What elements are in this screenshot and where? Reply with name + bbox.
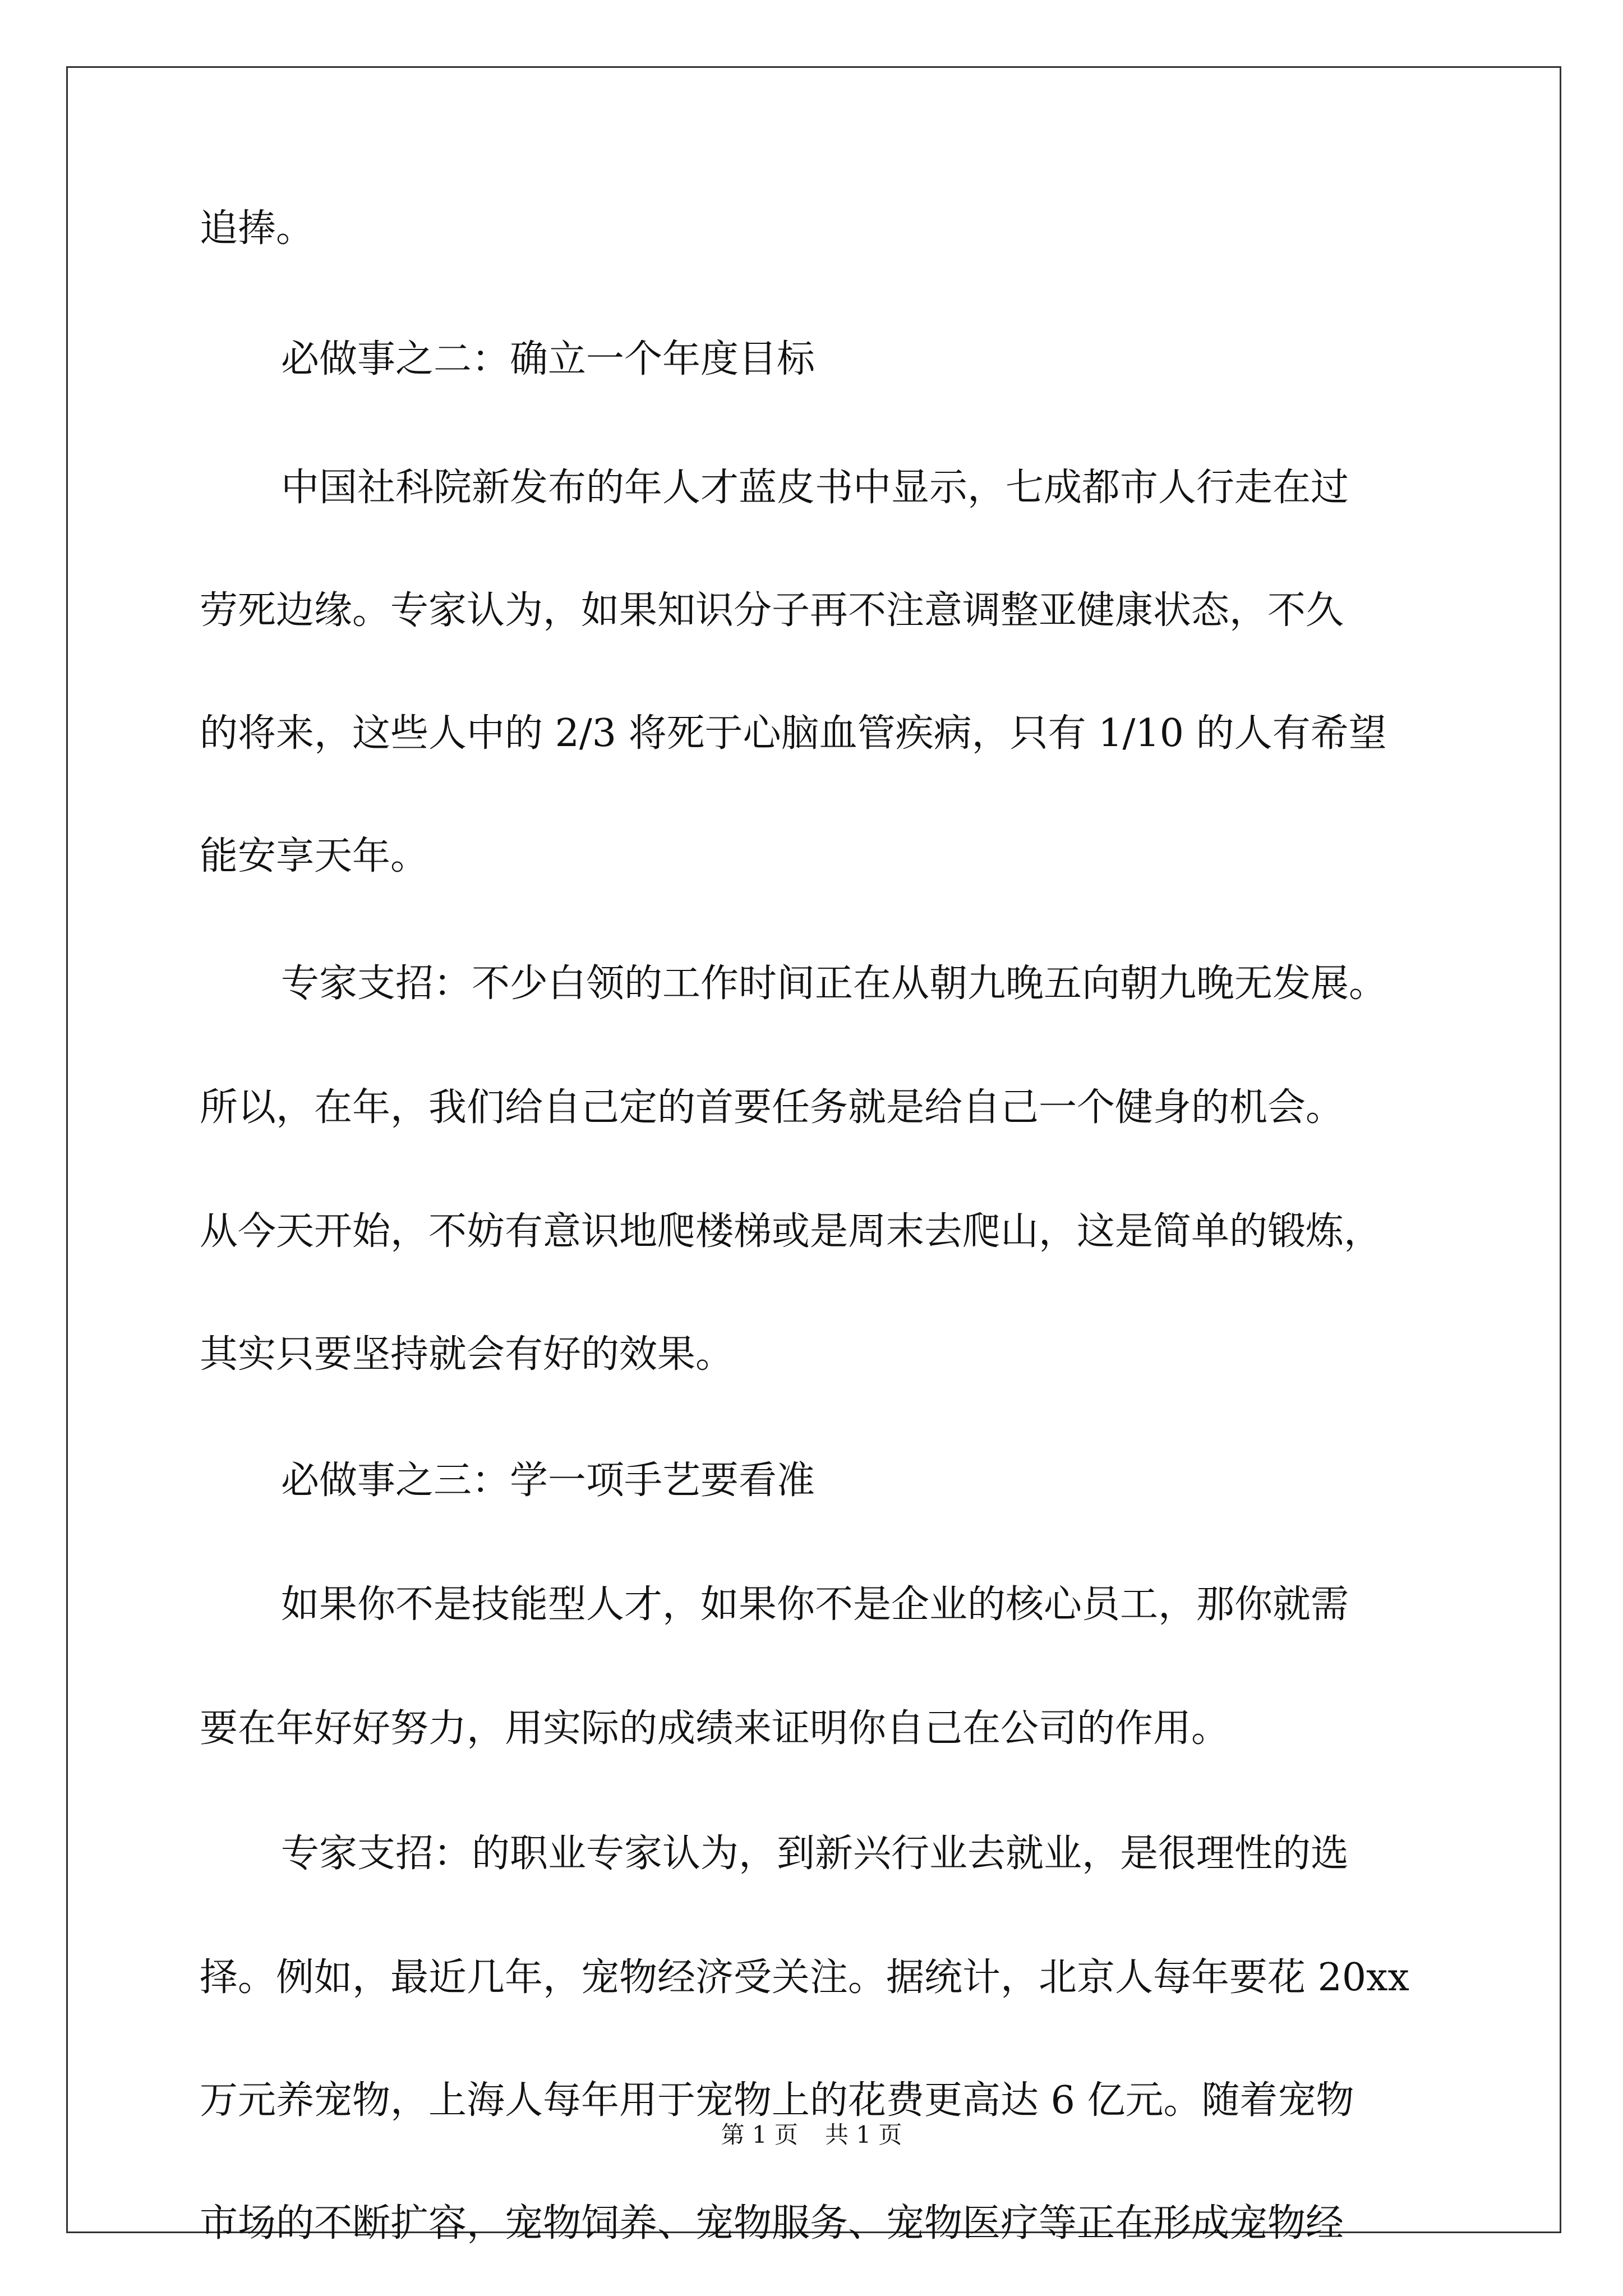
text-line-6: 能安享天年。 — [200, 834, 429, 878]
text-line-3: 中国社科院新发布的年人才蓝皮书中显示，七成都市人行走在过 — [281, 466, 1349, 510]
section-heading-3: 必做事之三：学一项手艺要看准 — [281, 1458, 815, 1503]
page-total: 共 1 页 — [825, 2121, 902, 2148]
page-border — [66, 66, 1561, 2233]
text-line-1: 追捧。 — [200, 206, 315, 251]
text-line-15: 择。例如，最近几年，宠物经济受关注。据统计，北京人每年要花 20xx — [200, 1955, 1409, 2000]
text-line-14: 专家支招：的职业专家认为，到新兴行业去就业，是很理性的选 — [281, 1832, 1349, 1876]
text-line-16: 万元养宠物，上海人每年用于宠物上的花费更高达 6 亿元。随着宠物 — [200, 2078, 1354, 2123]
text-line-13: 要在年好好努力，用实际的成绩来证明你自己在公司的作用。 — [200, 1706, 1230, 1751]
text-line-17: 市场的不断扩容，宠物饲养、宠物服务、宠物医疗等正在形成宠物经 — [200, 2201, 1344, 2246]
text-line-10: 其实只要坚持就会有好的效果。 — [200, 1332, 734, 1377]
section-heading-2: 必做事之二：确立一个年度目标 — [281, 337, 815, 381]
page-footer — [0, 2120, 1623, 2150]
text-line-4: 劳死边缘。专家认为，如果知识分子再不注意调整亚健康状态，不久 — [200, 588, 1344, 633]
text-line-8: 所以，在年，我们给自己定的首要任务就是给自己一个健身的机会。 — [200, 1085, 1344, 1130]
text-line-7: 专家支招：不少白领的工作时间正在从朝九晚五向朝九晚无发展。 — [281, 961, 1387, 1006]
page-number: 第 1 页 — [721, 2121, 798, 2148]
text-line-12: 如果你不是技能型人才，如果你不是企业的核心员工，那你就需 — [281, 1582, 1349, 1627]
text-line-5: 的将来，这些人中的 2/3 将死于心脑血管疾病，只有 1/10 的人有希望 — [200, 711, 1387, 756]
text-line-9: 从今天开始，不妨有意识地爬楼梯或是周末去爬山，这是简单的锻炼， — [200, 1209, 1382, 1254]
